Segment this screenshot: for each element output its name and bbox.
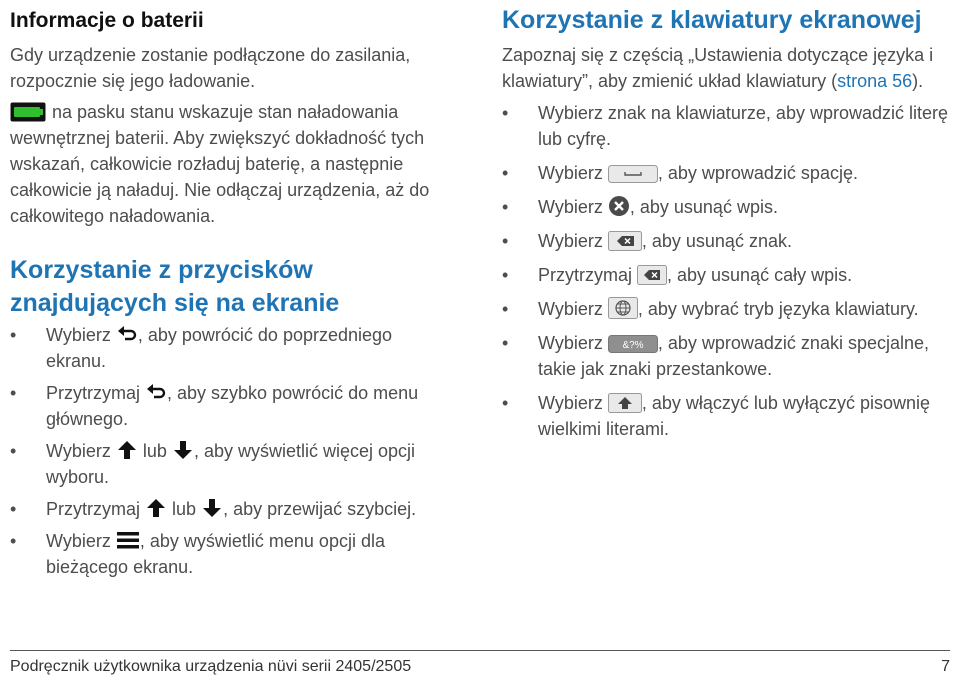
page-link[interactable]: strona 56 [837, 71, 913, 91]
page-number: 7 [941, 658, 950, 675]
keyboard-section-heading: Korzystanie z klawiatury ekranowej [502, 6, 922, 34]
battery-status-paragraph [10, 99, 450, 229]
clear-icon [608, 195, 630, 217]
list-item: • Przytrzymaj lub , aby przewijać szybciej. [10, 496, 450, 522]
arrow-down-icon [172, 439, 194, 461]
back-icon [145, 381, 167, 403]
battery-heading: Informacje o baterii [10, 9, 204, 32]
list-item: • Przytrzymaj , aby szybko powrócić do menu głównego. [10, 380, 450, 432]
arrow-up-icon [145, 497, 167, 519]
battery-icon [10, 102, 46, 122]
list-item: • Wybierz &?% , aby wprowadzić znaki specjalne, takie jak znaki przestankowe. [502, 330, 952, 382]
list-item: • Wybierz , aby powrócić do poprzedniego ekranu. [10, 322, 450, 374]
back-icon [116, 323, 138, 345]
list-item: • Wybierz , aby usunąć znak. [502, 228, 952, 254]
keyboard-intro: Zapoznaj się z częścią „Ustawienia dotyczące języka i klawiatury”, aby zmienić układ klawiatury (strona 56). [502, 45, 934, 91]
list-item: • Wybierz , aby wyświetlić menu opcji dla bieżącego ekranu. [10, 528, 450, 580]
footer-title: Podręcznik użytkownika urządzenia nüvi serii 2405/2505 [10, 658, 412, 675]
keyboard-list [502, 100, 952, 442]
shift-icon [608, 393, 642, 413]
globe-icon [608, 297, 638, 319]
backspace-icon [608, 231, 642, 251]
footer-divider [10, 650, 950, 651]
arrow-down-icon [201, 497, 223, 519]
buttons-list [10, 322, 450, 580]
special-chars-key-label: &?% [622, 340, 644, 351]
arrow-up-icon [116, 439, 138, 461]
backspace-icon [637, 265, 667, 285]
list-item: • Wybierz , aby wprowadzić spację. [502, 160, 952, 186]
space-key-icon [608, 165, 658, 183]
menu-icon [116, 529, 140, 551]
battery-intro: Gdy urządzenie zostanie podłączone do zasilania, rozpocznie się jego ładowanie. [10, 45, 411, 91]
list-item: • Wybierz lub , aby wyświetlić więcej opcji wyboru. [10, 438, 450, 490]
list-item: • Wybierz znak na klawiaturze, aby wprowadzić literę lub cyfrę. [502, 100, 952, 152]
list-item: • Wybierz , aby wybrać tryb języka klawiatury. [502, 296, 952, 322]
special-chars-key-icon [608, 335, 658, 353]
buttons-section-heading: Korzystanie z przycisków znajdujących się na ekranie [10, 256, 340, 317]
battery-status-text: na pasku stanu wskazuje stan naładowania wewnętrznej baterii. Aby zwiększyć dokładność tych wskazań, całkowicie rozładuj baterię, a następnie całkowicie ją naładuj. Nie odłączaj urządzenia, aż do całkowitego naładowania. [10, 102, 430, 226]
list-item: • Wybierz , aby włączyć lub wyłączyć pisownię wielkimi literami. [502, 390, 952, 442]
list-item: • Wybierz , aby usunąć wpis. [502, 194, 952, 220]
list-item: • Przytrzymaj , aby usunąć cały wpis. [502, 262, 952, 288]
